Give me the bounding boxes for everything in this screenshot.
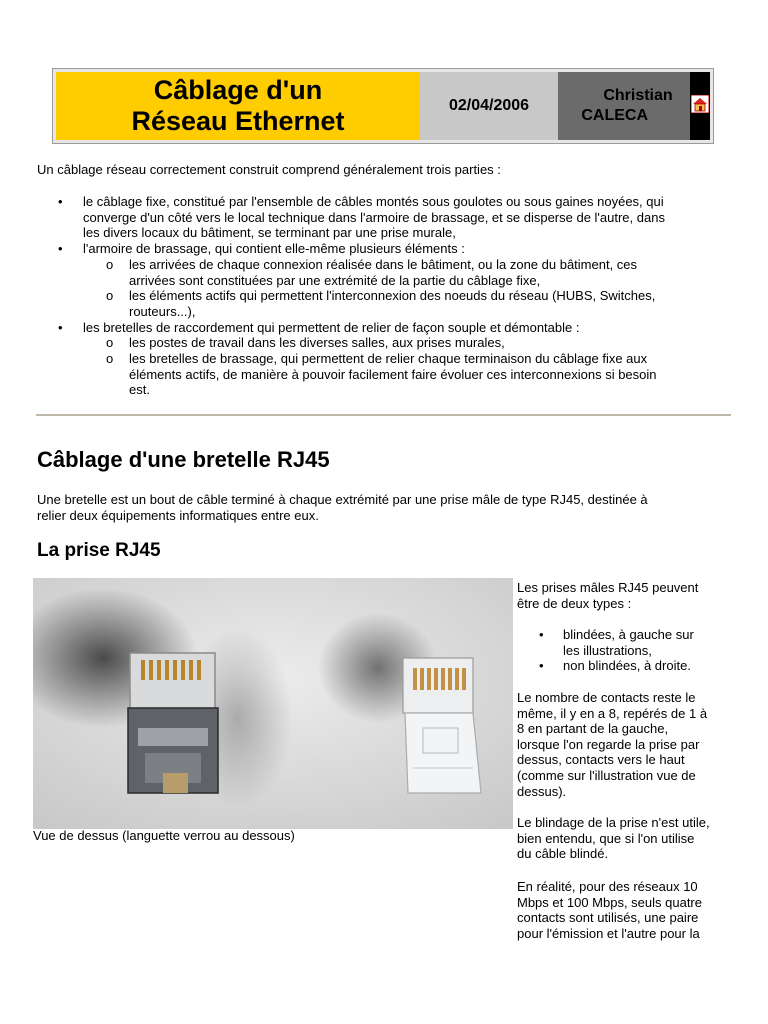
line: le câblage fixe, constitué par l'ensemble de câbles montés sous goulotes ou sous gaines noyées, qui [83, 194, 664, 209]
home-link[interactable] [691, 95, 709, 118]
sublist-item-arrivals [129, 257, 637, 288]
home-cell [690, 72, 710, 140]
bullet-icon: • [539, 627, 544, 642]
bullet-icon: • [58, 320, 63, 335]
line: les bretelles de brassage, qui permettent de relier chaque terminaison du câblage fixe aux [129, 351, 648, 366]
line: relier deux équipements informatiques entre eux. [37, 507, 319, 523]
date-label: 02/04/2006 [420, 72, 558, 140]
section-text [37, 492, 648, 523]
line: Les prises mâles RJ45 peuvent [517, 580, 699, 595]
side-bullet-unshielded: non blindées, à droite. [563, 658, 691, 673]
line: converge d'un côté vers le local technique dans l'armoire de brassage, et se disperse de l'autre, dans [83, 209, 665, 225]
side-paragraph-2 [517, 690, 707, 799]
line: dessus). [517, 783, 567, 799]
subsection-title: La prise RJ45 [37, 540, 161, 561]
circle-bullet-icon: o [106, 288, 114, 303]
circle-bullet-icon: o [106, 351, 114, 366]
list-item-patch-cords: les bretelles de raccordement qui permettent de relier de façon souple et démontable : [83, 320, 580, 335]
line: les illustrations, [563, 642, 652, 658]
line: (comme sur l'illustration vue de [517, 767, 696, 783]
line: même, il y en a 8, repérés de 1 à [517, 705, 708, 721]
line: pour l'émission et l'autre pour la [517, 925, 700, 941]
line: Le blindage de la prise n'est utile, [517, 815, 710, 830]
line: les divers locaux du bâtiment, se terminant par une prise murale, [83, 225, 456, 241]
line: être de deux types : [517, 595, 632, 611]
section-title: Câblage d'une bretelle RJ45 [37, 447, 330, 472]
line: lorsque l'on regarde la prise par [517, 736, 700, 752]
sublist-item-active-elements [129, 288, 655, 319]
line: les arrivées de chaque connexion réalisée dans le bâtiment, ou la zone du bâtiment, ces [129, 257, 638, 272]
line: 8 en partant de la gauche, [517, 721, 669, 737]
author-first: Christian [603, 87, 673, 104]
bullet-icon: • [539, 658, 544, 673]
title-line-1: Câblage d'un [153, 75, 323, 105]
line: arrivées sont constituées par une extrémité de la partie du câblage fixe, [129, 272, 541, 288]
home-icon[interactable] [691, 95, 709, 113]
bullet-icon: • [58, 241, 63, 256]
author-name [558, 72, 690, 140]
side-bullet-shielded [563, 627, 694, 658]
author-last: CALECA [581, 107, 648, 124]
line: du câble blindé. [517, 846, 609, 862]
line: dessus, contacts vers le haut [517, 752, 685, 768]
title-line-2: Réseau Ethernet [131, 106, 345, 136]
line: est. [129, 382, 150, 398]
line: les éléments actifs qui permettent l'interconnexion des noeuds du réseau (HUBS, Switches, [129, 288, 656, 303]
divider [36, 414, 731, 416]
line: bien entendu, que si l'on utilise [517, 830, 695, 846]
page-title [56, 72, 420, 140]
side-paragraph-1 [517, 580, 698, 611]
rj45-photo-image [33, 578, 513, 829]
rj45-photo [33, 578, 513, 829]
header-banner [52, 68, 714, 144]
sublist-item-patch-cords [129, 351, 657, 398]
side-paragraph-4 [517, 879, 702, 941]
line: routeurs...), [129, 303, 196, 319]
intro-text: Un câblage réseau correctement construit comprend généralement trois parties : [37, 162, 501, 177]
line: contacts sont utilisés, une paire [517, 910, 699, 926]
list-item-patch-cabinet: l'armoire de brassage, qui contient elle-même plusieurs éléments : [83, 241, 465, 256]
line: En réalité, pour des réseaux 10 [517, 879, 698, 894]
line: blindées, à gauche sur [563, 627, 694, 642]
circle-bullet-icon: o [106, 335, 114, 350]
line: Le nombre de contacts reste le [517, 690, 696, 705]
bullet-icon: • [58, 194, 63, 209]
sublist-item-workstations: les postes de travail dans les diverses salles, aux prises murales, [129, 335, 505, 350]
photo-caption: Vue de dessus (languette verrou au dessous) [33, 828, 295, 843]
line: Mbps et 100 Mbps, seuls quatre [517, 894, 702, 910]
line: éléments actifs, de manière à pouvoir facilement faire évoluer ces interconnexions si besoin [129, 366, 657, 382]
side-paragraph-3 [517, 815, 710, 862]
circle-bullet-icon: o [106, 257, 114, 272]
list-item-fixed-cabling [83, 194, 665, 241]
line: Une bretelle est un bout de câble terminé à chaque extrémité par une prise mâle de type RJ45, destinée à [37, 492, 648, 507]
